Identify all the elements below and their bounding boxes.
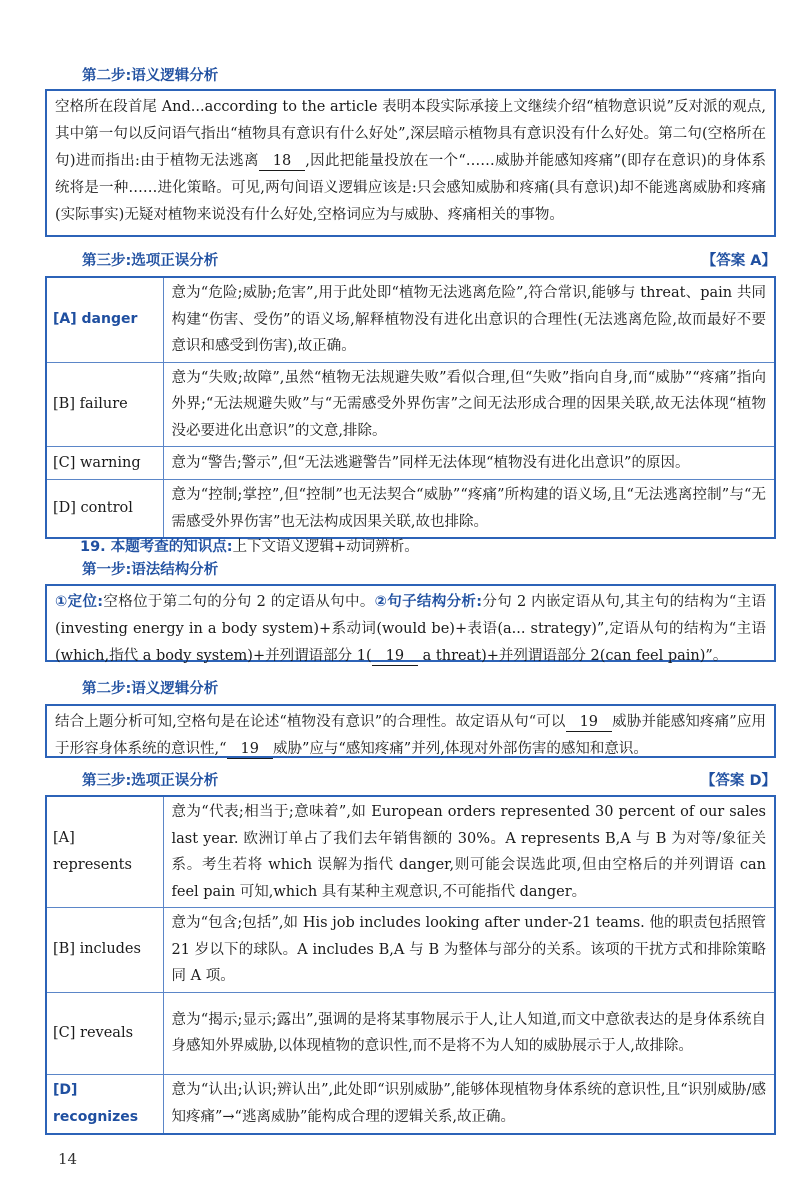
option-label-a: [A] danger [46,277,163,362]
option-label-d: [D] control [46,480,163,539]
q19-step3-heading: 第三步:选项正误分析 [82,773,219,789]
option-label-c: [C] reveals [46,992,163,1074]
option-desc-c: 意为“警告;警示”,但“无法逃避警告”同样无法体现“植物没有进化出意识”的原因。 [163,447,775,480]
q19-step1-heading: 第一步:语法结构分析 [82,562,219,578]
step2-heading: 第二步:语义逻辑分析 [82,68,219,84]
step2-text-before: 空格所在段首尾 And...according to the article 表明本段实际承接上文继续介绍“植物意识说”反对派的观点,其中第一句以反问语气指出“植物具有意识有什么好处”,深层暗示植物具有意识没有什么好处。第二句(空格所在句)进而指出:由于植物无法逃离 [55,99,766,169]
q19-step2-heading: 第二步:语义逻辑分析 [82,681,219,697]
step1-blank: 19 [372,647,418,666]
option-desc-d: 意为“认出;认识;辨认出”,此处即“识别威胁”,能够体现植物身体系统的意识性,且“识别威胁/感知疼痛”→“逃离威胁”能构成合理的逻辑关系,故正确。 [163,1074,775,1134]
step1-text-1: 空格位于第二句的分句 2 的定语从句中。 [103,594,375,610]
answer-badge-19: 【答案 D】 [700,773,776,789]
option-desc-a: 意为“危险;威胁;危害”,用于此处即“植物无法逃离危险”,符合常识,能够与 threat、pain 共同构建“伤害、受伤”的语义场,解释植物没有进化出意识的合理性(无法逃离危险,故而最好不要意识和感受到伤害),故正确。 [163,277,775,362]
step1-text-2: 分句 2 内嵌定语从句,其主句的结构为“主语(investing energy in a body system)+系动词(would be)+表语(a... strategy)”,定语从句的结构为“主语(which,指代 a body system)+并列谓语部分 1( [55,594,766,664]
table-row [46,362,775,447]
table-row [46,992,775,1074]
step2-blank: 18 [259,152,305,171]
table-row [46,1074,775,1134]
option-label-b: [B] includes [46,908,163,993]
option-label-a: [A] represents [46,796,163,908]
option-label-d: [D] recognizes [46,1074,163,1134]
table-row [46,447,775,480]
step2-analysis-box [45,89,776,237]
table-row [46,908,775,993]
table-row [46,480,775,539]
q19-step1-box [45,584,776,662]
step2-blank-2: 19 [227,740,273,759]
option-desc-c: 意为“揭示;显示;露出”,强调的是将某事物展示于人,让人知道,而文中意欲表达的是身体系统自身感知外界威胁,以体现植物的意识性,而不是将不为人知的威胁展示于人,故排除。 [163,992,775,1074]
step2-text-1: 结合上题分析可知,空格句是在论述“植物没有意识”的合理性。故定语从句“可以 [55,714,566,730]
question-number: 19. [80,539,106,555]
page-number: 14 [58,1150,78,1168]
option-label-b: [B] failure [46,362,163,447]
q19-step2-box [45,704,776,758]
table-row [46,796,775,908]
option-desc-d: 意为“控制;掌控”,但“控制”也无法契合“威胁”“疼痛”所构建的语义场,且“无法逃离控制”与“无需感受外界伤害”也无法构成因果关联,故也排除。 [163,480,775,539]
step2-text-3: 威胁”应与“感知疼痛”并列,体现对外部伤害的感知和意识。 [272,741,648,757]
step2-blank-1: 19 [566,713,612,732]
option-desc-b: 意为“失败;故障”,虽然“植物无法规避失败”看似合理,但“失败”指向自身,而“威胁”“疼痛”指向外界;“无法规避失败”与“无需感受外界伤害”之间无法形成合理的因果关联,故无法体现“植物没必要进化出意识”的文意,排除。 [163,362,775,447]
step2-text-2: 威胁并能感知疼痛”应用于形容身体系统的意识性,“ [55,714,766,757]
options-table-19 [45,795,776,1135]
step1-text-3: a threat)+并列谓语部分 2(can feel pain)”。 [422,648,728,664]
knowledge-label: 本题考查的知识点: [110,539,233,555]
option-desc-a: 意为“代表;相当于;意味着”,如 European orders represented 30 percent of our sales last year. 欧洲订单占了我们去年销售额的 30%。A represents B,A 与 B 为对等/象征关系。考生若将 which 误解为指代 danger,则可能会误选此项,但由空格后的并列谓语 can feel pain 可知,which 具有某种主观意识,不可能指代 danger。 [163,796,775,908]
step2-text-after: ,因此把能量投放在一个“……威胁并能感知疼痛”(即存在意识)的身体系统将是一种……进化策略。可见,两句间语义逻辑应该是:只会感知威胁和疼痛(具有意识)却不能逃离威胁和疼痛(实际事实)无疑对植物来说没有什么好处,空格词应为与威胁、疼痛相关的事物。 [55,153,766,223]
option-desc-b: 意为“包含;包括”,如 His job includes looking after under-21 teams. 他的职责包括照管 21 岁以下的球队。A includes B,A 与 B 为整体与部分的关系。该项的干扰方式和排除策略同 A 项。 [163,908,775,993]
knowledge-text: 上下文语义逻辑+动词辨析。 [232,539,419,555]
structure-label: ②句子结构分析: [374,594,483,610]
answer-badge-18: 【答案 A】 [701,253,776,269]
table-row [46,277,775,362]
options-table-18 [45,276,776,539]
question-19-header [80,537,419,557]
step3-heading: 第三步:选项正误分析 [82,253,219,269]
locate-label: ①定位: [55,594,104,610]
option-label-c: [C] warning [46,447,163,480]
